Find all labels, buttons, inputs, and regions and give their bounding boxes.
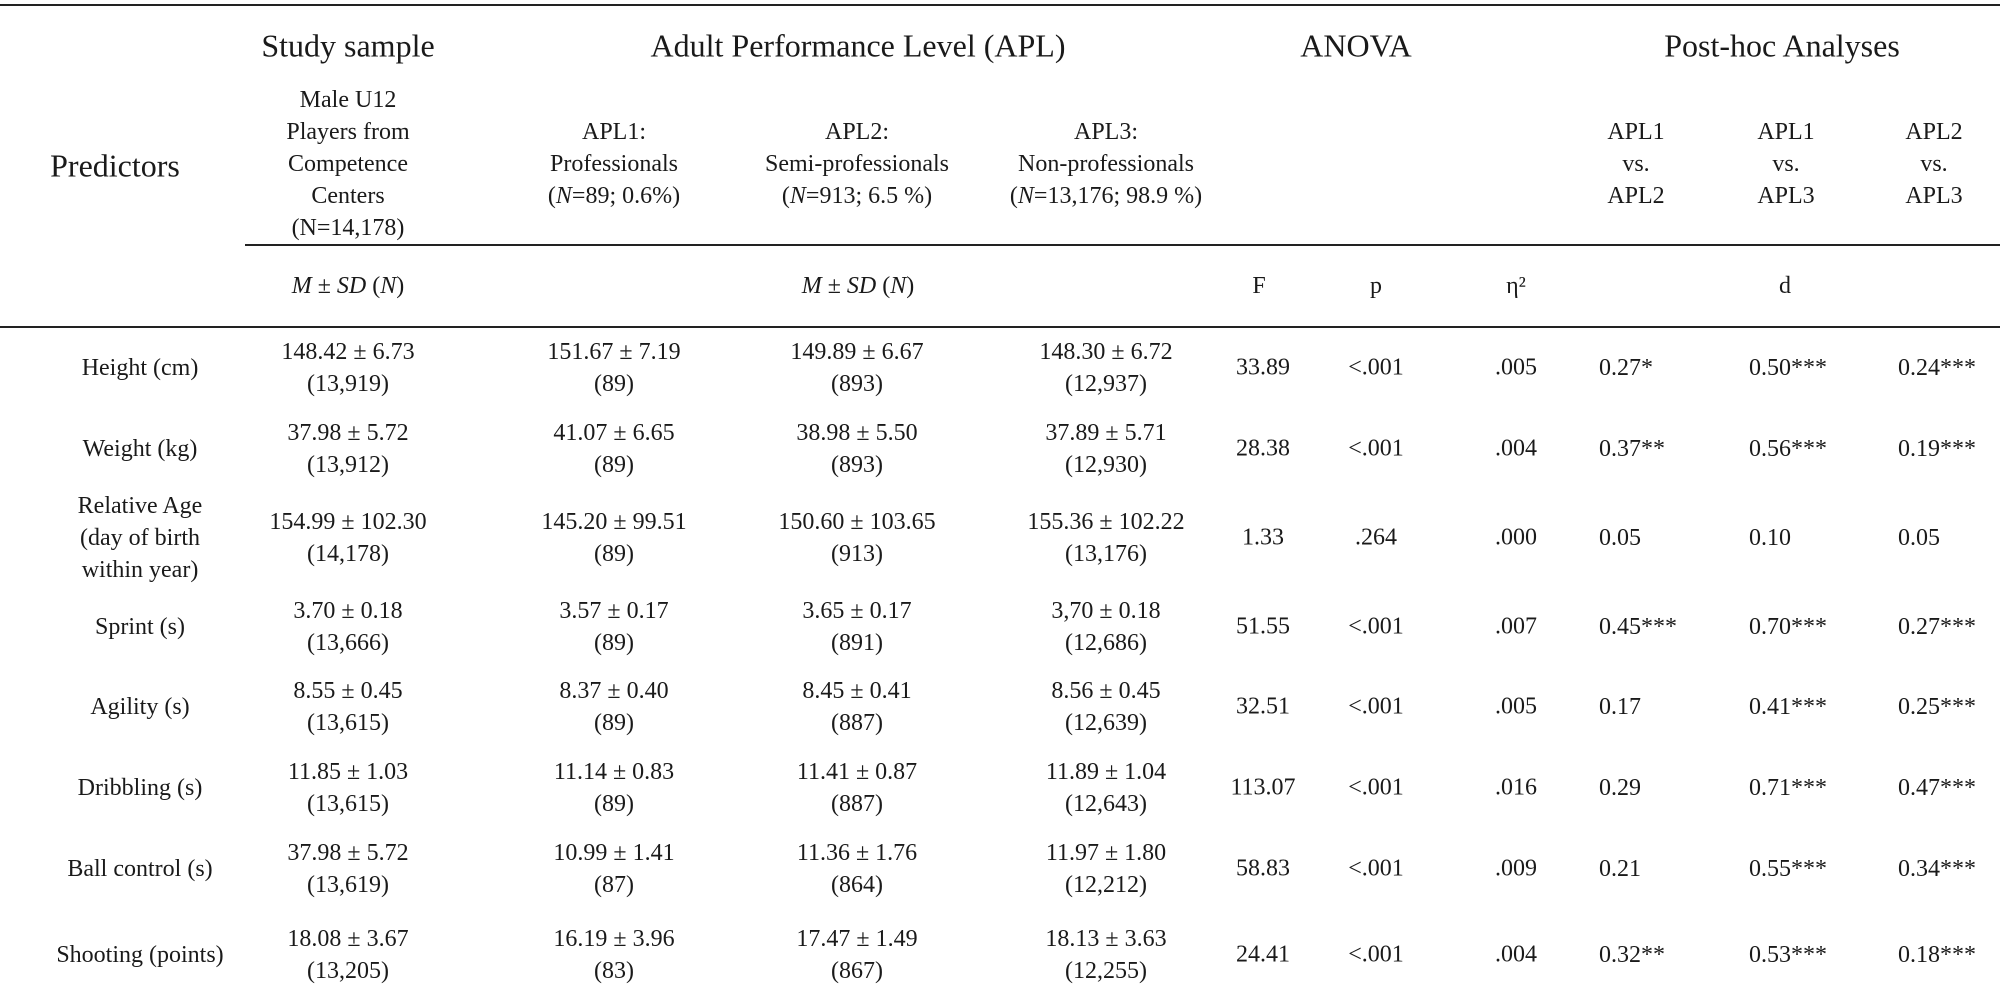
apl3-column-header: APL3: Non-professionals (N=13,176; 98.9 %) (1009, 119, 1203, 209)
group-header-anova: ANOVA (1300, 27, 1412, 64)
posthoc-d2-cell: 0.56*** (1749, 436, 1827, 462)
group-header-study: Study sample (261, 27, 435, 64)
a3-cell: 18.13 ± 3.63 (12,255) (1045, 926, 1167, 984)
anova-p-cell: <.001 (1348, 354, 1404, 381)
posthoc-d2-cell: 0.55*** (1749, 856, 1827, 882)
row-label: Dribbling (s) (77, 775, 203, 801)
anova-p-label: p (1370, 273, 1382, 299)
posthoc-d1-cell: 0.45*** (1599, 614, 1677, 640)
study-cell: 148.42 ± 6.73 (13,919) (281, 339, 415, 397)
row-label: Sprint (s) (95, 614, 185, 640)
apl2-column-header: APL2: Semi-professionals (N=913; 6.5 %) (765, 119, 949, 209)
header-bottom-rule (0, 326, 2000, 328)
a2-cell: 11.36 ± 1.76 (864) (796, 840, 918, 898)
anova-p-cell: <.001 (1348, 774, 1404, 801)
row-label: Weight (kg) (82, 436, 198, 462)
study-sample-description: Male U12 Players from Competence Centers (N=14,178) (286, 87, 410, 241)
posthoc-d3-cell: 0.25*** (1898, 694, 1976, 720)
posthoc-d3-cell: 0.34*** (1898, 856, 1976, 882)
row-label: Agility (s) (90, 694, 190, 720)
a1-cell: 41.07 ± 6.65 (89) (553, 420, 675, 478)
posthoc-d1-cell: 0.37** (1599, 436, 1665, 462)
posthoc-d3-cell: 0.27*** (1898, 614, 1976, 640)
posthoc-d2-cell: 0.70*** (1749, 614, 1827, 640)
anova-p-cell: <.001 (1348, 941, 1404, 968)
anova-eta-label: η² (1506, 273, 1526, 299)
study-cell: 11.85 ± 1.03 (13,615) (287, 759, 409, 817)
posthoc-apl2-vs-apl3-header: APL2 vs. APL3 (1905, 119, 1963, 209)
a3-cell: 8.56 ± 0.45 (12,639) (1051, 678, 1161, 736)
anova-f-cell: 1.33 (1242, 524, 1284, 551)
a1-cell: 8.37 ± 0.40 (89) (559, 678, 669, 736)
anova-f-cell: 28.38 (1236, 435, 1290, 462)
posthoc-d2-cell: 0.41*** (1749, 694, 1827, 720)
posthoc-d1-cell: 0.21 (1599, 856, 1641, 882)
a3-cell: 11.89 ± 1.04 (12,643) (1045, 759, 1167, 817)
posthoc-d1-cell: 0.29 (1599, 775, 1641, 801)
row-label: Height (cm) (81, 355, 199, 381)
posthoc-apl1-vs-apl2-header: APL1 vs. APL2 (1607, 119, 1665, 209)
row-label: Shooting (points) (56, 942, 224, 968)
anova-f-cell: 113.07 (1230, 774, 1296, 801)
posthoc-d1-cell: 0.32** (1599, 942, 1665, 968)
a1-cell: 16.19 ± 3.96 (83) (553, 926, 675, 984)
a3-cell: 37.89 ± 5.71 (12,930) (1045, 420, 1167, 478)
row-label: Relative Age (day of birth within year) (77, 493, 203, 583)
posthoc-d2-cell: 0.71*** (1749, 775, 1827, 801)
a2-cell: 38.98 ± 5.50 (893) (796, 420, 918, 478)
anova-f-cell: 58.83 (1236, 855, 1290, 882)
a2-cell: 3.65 ± 0.17 (891) (802, 598, 912, 656)
anova-p-cell: <.001 (1348, 855, 1404, 882)
study-cell: 8.55 ± 0.45 (13,615) (293, 678, 403, 736)
a1-cell: 11.14 ± 0.83 (89) (553, 759, 675, 817)
anova-f-cell: 32.51 (1236, 693, 1290, 720)
anova-p-cell: <.001 (1348, 693, 1404, 720)
anova-f-cell: 33.89 (1236, 354, 1290, 381)
a2-cell: 17.47 ± 1.49 (867) (796, 926, 918, 984)
posthoc-d-label: d (1779, 273, 1791, 299)
apl1-column-header: APL1: Professionals (N=89; 0.6%) (547, 119, 681, 209)
study-cell: 37.98 ± 5.72 (13,619) (287, 840, 409, 898)
posthoc-d1-cell: 0.27* (1599, 355, 1653, 381)
anova-eta-cell: .005 (1495, 693, 1537, 720)
posthoc-d3-cell: 0.24*** (1898, 355, 1976, 381)
anova-eta-cell: .000 (1495, 524, 1537, 551)
a1-cell: 3.57 ± 0.17 (89) (559, 598, 669, 656)
study-cell: 37.98 ± 5.72 (13,912) (287, 420, 409, 478)
a2-cell: 8.45 ± 0.41 (887) (802, 678, 912, 736)
a3-cell: 11.97 ± 1.80 (12,212) (1045, 840, 1167, 898)
posthoc-apl1-vs-apl3-header: APL1 vs. APL3 (1757, 119, 1815, 209)
anova-p-cell: <.001 (1348, 435, 1404, 462)
posthoc-d3-cell: 0.47*** (1898, 775, 1976, 801)
top-rule (0, 4, 2000, 6)
anova-p-cell: <.001 (1348, 613, 1404, 640)
row-label: Ball control (s) (67, 856, 213, 882)
a1-cell: 151.67 ± 7.19 (89) (547, 339, 681, 397)
anova-eta-cell: .016 (1495, 774, 1537, 801)
study-stat-label: M ± SD (N) (291, 273, 405, 299)
predictors-header: Predictors (50, 147, 180, 184)
anova-eta-cell: .005 (1495, 354, 1537, 381)
anova-p-cell: .264 (1355, 524, 1397, 551)
a3-cell: 3,70 ± 0.18 (12,686) (1051, 598, 1161, 656)
posthoc-d3-cell: 0.05 (1898, 525, 1940, 551)
a1-cell: 10.99 ± 1.41 (87) (553, 840, 675, 898)
posthoc-d1-cell: 0.05 (1599, 525, 1641, 551)
anova-f-cell: 51.55 (1236, 613, 1290, 640)
a3-cell: 148.30 ± 6.72 (12,937) (1039, 339, 1173, 397)
anova-f-label: F (1252, 273, 1266, 299)
anova-eta-cell: .009 (1495, 855, 1537, 882)
a2-cell: 11.41 ± 0.87 (887) (796, 759, 918, 817)
posthoc-d2-cell: 0.53*** (1749, 942, 1827, 968)
a3-cell: 155.36 ± 102.22 (13,176) (1027, 509, 1185, 567)
posthoc-d1-cell: 0.17 (1599, 694, 1641, 720)
a1-cell: 145.20 ± 99.51 (89) (541, 509, 687, 567)
anova-eta-cell: .004 (1495, 435, 1537, 462)
posthoc-d2-cell: 0.50*** (1749, 355, 1827, 381)
apl-stat-label: M ± SD (N) (801, 273, 915, 299)
a2-cell: 150.60 ± 103.65 (913) (778, 509, 936, 567)
anova-eta-cell: .007 (1495, 613, 1537, 640)
posthoc-d2-cell: 0.10 (1749, 525, 1791, 551)
posthoc-d3-cell: 0.19*** (1898, 436, 1976, 462)
anova-eta-cell: .004 (1495, 941, 1537, 968)
posthoc-d3-cell: 0.18*** (1898, 942, 1976, 968)
study-cell: 18.08 ± 3.67 (13,205) (287, 926, 409, 984)
study-cell: 3.70 ± 0.18 (13,666) (293, 598, 403, 656)
group-header-posthoc: Post-hoc Analyses (1664, 27, 1900, 64)
group-header-apl: Adult Performance Level (APL) (650, 27, 1066, 64)
a2-cell: 149.89 ± 6.67 (893) (790, 339, 924, 397)
anova-f-cell: 24.41 (1236, 941, 1290, 968)
header-subrule (245, 244, 2000, 246)
study-cell: 154.99 ± 102.30 (14,178) (269, 509, 427, 567)
